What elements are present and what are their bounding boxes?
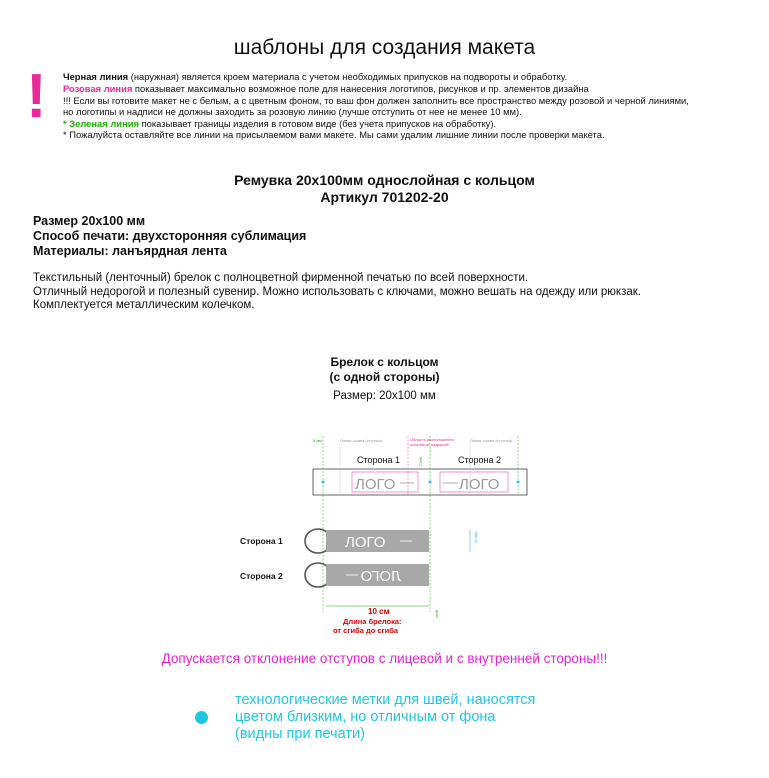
tiny-label-seam-right: Линия сшива (строчка) <box>470 438 513 443</box>
cyan-note-line-1: технологические метки для швей, наносятся <box>235 692 536 708</box>
cyan-mark-note <box>235 692 535 743</box>
logo-side-2: ЛОГО <box>459 476 500 493</box>
pink-line-text: показывает максимально возможное поле для нанесения логотипов, рисунков и пр. элементов дизайна <box>132 83 589 94</box>
deviation-warning: Допускается отклонение отступов с лицевой и с внутренней стороны!!! <box>161 651 608 666</box>
tiny-label-seam-left: Линия сшива (строчка) <box>340 438 383 443</box>
black-line-label: Черная линия <box>63 71 129 82</box>
strap-1-logo: ЛОГО <box>345 534 386 551</box>
cyan-dot-icon <box>195 711 208 724</box>
note-logo-margin: но логотипы и надписи не должны заходить за розовую линию (лучше отступить от нее не менее 10 мм). <box>63 106 522 117</box>
diagram-title-line-2: (с одной стороны) <box>329 370 440 384</box>
cyan-mark-left <box>322 481 325 484</box>
width-dimension-label: 20 мм <box>473 531 478 543</box>
side-2-top-label: Сторона 2 <box>458 455 502 465</box>
description-line-3: Комплектуется металлическим колечком. <box>33 299 255 311</box>
length-caption-2: от сгиба до сгиба <box>333 626 399 635</box>
product-name: Ремувка 20х100мм однослойная с кольцом <box>234 172 535 188</box>
length-value: 10 см <box>368 607 390 616</box>
pink-line-label: Розовая линия <box>63 83 133 94</box>
product-article: Артикул 701202-20 <box>320 189 449 205</box>
tiny-label-fold: Сгиб <box>418 457 423 466</box>
logo-side-1: ЛОГО <box>355 476 396 493</box>
strap-2-logo-mirrored: ЛОГО <box>360 568 401 585</box>
cyan-mark-center <box>429 481 432 484</box>
spec-print: Способ печати: двухсторонняя сублимация <box>33 229 307 243</box>
black-line-text: (наружная) является кроем материала с учетом необходимых припусков на подвороты и обработку. <box>128 71 568 82</box>
tiny-label-print-area-1: Область расположения <box>410 437 454 442</box>
length-caption-1: Длина брелока: <box>343 617 402 626</box>
ring-side-2-label: Сторона 2 <box>240 571 283 581</box>
ring-side-1-label: Сторона 1 <box>240 536 283 546</box>
green-line-star: * <box>63 118 70 129</box>
spec-material: Материалы: ланъярдная лента <box>33 244 227 258</box>
exclamation-icon: ! <box>26 62 47 131</box>
description-line-1: Текстильный (ленточный) брелок с полноцветной фирменной печатью по всей поверхности. <box>33 272 529 284</box>
description-line-2: Отличный недорогой и полезный сувенир. Можно использовать с ключами, можно вешать на одежду или рюкзак. <box>33 286 641 298</box>
diagram-title-line-1: Брелок с кольцом <box>330 355 439 369</box>
page-title: шаблоны для создания макета <box>233 36 536 59</box>
side-1-top-label: Сторона 1 <box>357 455 401 465</box>
tiny-label-print-area-2: логотипов, надписей <box>410 442 449 447</box>
cyan-mark-right <box>517 481 520 484</box>
fold-mark-label: сгиб <box>434 610 439 618</box>
green-line-label: Зеленая линия <box>69 118 139 129</box>
note-keep-lines: * Пожалуйста оставляйте все линии на присылаемом вами макете. Мы сами удалим лишние линии после проверки макета. <box>63 129 605 140</box>
cyan-note-line-2: цветом близким, но отличным от фона <box>235 709 496 725</box>
diagram-size: Размер: 20х100 мм <box>333 390 436 402</box>
cyan-note-line-3: (видны при печати) <box>235 726 365 742</box>
green-line-text: показывает границы изделия в готовом виде (без учета припусков на обработку). <box>138 118 497 129</box>
tiny-label-left: 5 мм <box>313 438 322 443</box>
note-background: !!! Если вы готовите макет не с белым, а с цветным фоном, то ваш фон должен заполнить все пространство между розовой и черной линиями, <box>63 95 689 106</box>
spec-size: Размер 20х100 мм <box>33 214 146 228</box>
